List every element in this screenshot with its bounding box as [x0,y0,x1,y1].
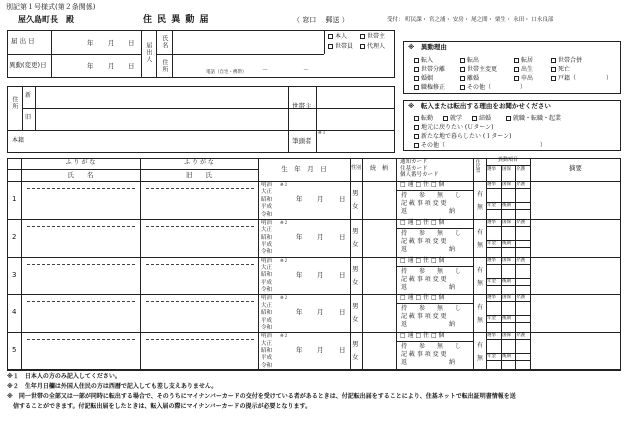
sub-election[interactable]: 選挙 [487,257,496,263]
move-study[interactable]: 就学 [443,116,462,123]
change-day: 日 [128,62,135,70]
birth-month: 月 [317,232,324,241]
sub-nhi-header: 国保 [502,167,511,172]
householder-label: 世帯主 [292,102,312,110]
sub-pension[interactable]: 年金 [487,203,496,208]
reason-correction[interactable]: 職権修正 [414,85,445,92]
sex-female[interactable]: 女 [352,239,359,248]
submission-method [293,16,349,24]
option-self[interactable]: 本人 [328,34,347,41]
sex-male[interactable]: 男 [352,302,359,311]
birth-day: 日 [339,270,346,279]
method-open: （ [293,16,300,24]
notifier-name-label: 氏名 [160,35,168,49]
note-1: ※１ 日本人の方のみ記入してください。 [7,373,121,380]
move-other[interactable]: その他（ [414,143,445,150]
form-title: 住 民 異 動 届 [143,15,210,25]
method-mail[interactable]: 郵送 [325,16,340,24]
sub-election[interactable]: 選挙 [487,333,496,339]
phone-sep-2: － [303,67,310,74]
birth-month: 月 [317,270,324,279]
cards-header: 通知カード 住基カード 個人番号カード [400,159,439,179]
old-furigana-header: ふ り が な [184,159,214,166]
method-window[interactable]: 窓口 [302,16,317,24]
note2-mark: ※２ [280,258,289,264]
resident-none[interactable]: 無 [477,279,484,287]
address-new-label: 新 [25,92,32,99]
office-3[interactable]: 尾之間 [471,17,488,23]
name-header: 氏 名 [67,171,94,179]
sex-female[interactable]: 女 [352,353,359,362]
era-list[interactable]: 明治 大正 昭和 平成 令和 [261,182,273,218]
date-year: 年 [87,39,94,47]
sub-election[interactable]: 選挙 [487,295,496,301]
sex-female[interactable]: 女 [352,202,359,210]
notifier-label: 届出人 [144,42,152,63]
card-options[interactable]: □ 通 □ 住 □ 個 [400,256,445,264]
sub-pension[interactable]: 年金 [487,316,496,322]
office-2[interactable]: 安房 [452,17,464,23]
row-number: 1 [12,195,17,203]
card-status-lines[interactable]: 持 参 無 し 記 載 事 項 変 更 返 納 [401,192,462,215]
phone-sep-1: － [262,67,269,74]
reason-family-register[interactable]: 戸籍（ [551,76,576,83]
birth-year: 年 [296,195,303,203]
sub-election-header: 選挙 [487,167,496,172]
sub-nhi[interactable]: 国保 [502,257,511,263]
head-label: 筆頭者 [292,137,312,145]
birth-year: 年 [296,308,303,317]
householder-checkbox[interactable] [360,34,365,39]
card-status-lines[interactable]: 持 参 無 し 記 載 事 項 変 更 返 納 [401,305,462,329]
self-checkbox[interactable] [328,34,333,39]
addressee: 屋久島町長 殿 [18,15,74,24]
office-5[interactable]: 永田 [513,17,525,23]
sex-header: 性別 [350,165,361,171]
option-member[interactable]: 世帯員 [328,44,353,51]
address-note1: ※１ [318,131,327,136]
card-status-lines[interactable]: 持 参 無 し 記 載 事 項 変 更 返 納 [401,267,462,291]
date-month: 月 [108,39,115,47]
resident-none[interactable]: 無 [477,317,484,325]
form-number: 別記第１号様式(第２条関係) [6,3,96,11]
resident-none[interactable]: 無 [477,355,484,363]
address-label: 住所 [10,96,18,110]
reception-label: 受付 [387,17,399,23]
change-month: 月 [108,62,115,70]
reason-moving-out[interactable]: 転出 [460,58,479,65]
member-checkbox[interactable] [328,44,333,49]
office-6[interactable]: 口永良部 [531,17,554,23]
change-year: 年 [87,62,94,70]
move-uturn[interactable]: 地元に戻りたい (Ｕターン) [414,125,493,132]
reason-other[interactable]: その他（ [460,85,491,92]
era-list[interactable]: 明治 大正 昭和 平成 令和 [261,257,273,294]
reason-moving-in[interactable]: 転入 [414,58,433,65]
card-options[interactable]: □ 通 □ 住 □ 個 [400,181,445,188]
sub-pension[interactable]: 年金 [487,354,496,360]
sub-care[interactable]: 介護 [516,295,525,301]
birth-year: 年 [296,232,303,241]
note-3: ※ 同一世帯の全部又は一部が同時に転出する場合で、そのうちにマイナンバーカードの交付を受けている者があるときは、付記転出届をすることにより、住基ネットで転出証明書情報を送 [7,393,516,400]
move-reason-title: ※ 転入または転出する理由をお聞かせください [408,102,551,110]
change-date-label: 異動(変更)日 [9,61,47,69]
sex-male[interactable]: 男 [352,340,359,349]
sex-male[interactable]: 男 [352,189,359,197]
resident-none[interactable]: 無 [477,241,484,249]
reason-divorce[interactable]: 離婚 [460,76,479,83]
relation-header: 続 柄 [369,165,388,172]
furigana-header: ふ り が な [65,159,96,166]
sex-male[interactable]: 男 [352,264,359,273]
domicile-label: 本籍 [12,137,25,144]
sub-pension[interactable]: 年金 [487,240,496,246]
sub-nhi[interactable]: 国保 [502,333,511,339]
sex-female[interactable]: 女 [352,277,359,286]
office-0[interactable]: 町民課 [405,17,422,23]
reason-birth[interactable]: 出生 [514,67,533,74]
sub-elderly[interactable]: 後期 [502,203,511,208]
sub-nhi[interactable]: 国保 [502,182,511,187]
era-list[interactable]: 明治 大正 昭和 平成 令和 [261,333,273,369]
note2-mark: ※２ [280,220,289,226]
reason-head-change[interactable]: 世帯主変更 [460,67,497,74]
row-number: 5 [12,346,17,355]
sub-election[interactable]: 選挙 [487,219,496,225]
resident-has[interactable]: 有 [477,266,484,274]
sub-care[interactable]: 介護 [516,219,525,225]
sub-elderly[interactable]: 後期 [502,316,511,322]
reason-relocation[interactable]: 転居 [514,58,533,65]
note-4: 信することができます。付記転出届をしたときは、転入届の際にマイナンバーカードの提示が必要となります。 [7,403,312,410]
sub-elderly[interactable]: 後期 [502,354,511,360]
sex-female[interactable]: 女 [352,315,359,324]
card-options[interactable]: □ 通 □ 住 □ 個 [400,218,445,226]
sub-pension[interactable]: 年金 [487,278,496,284]
date-day: 日 [128,39,135,47]
reception-offices: 受付： 町民課・ 宮之浦・ 安房・ 尾之間・ 栗生・ 永田・ 口永良部 [387,17,554,23]
card-options[interactable]: □ 通 □ 住 □ 個 [400,294,445,302]
era-list[interactable]: 明治 大正 昭和 平成 令和 [261,219,273,256]
reason-death[interactable]: 死亡 [551,67,570,74]
sub-care-header: 介護 [516,167,525,172]
row-number: 3 [12,270,17,279]
resident-card-header: 住民票 [475,159,481,173]
reasons-title: ※ 異動理由 [408,43,447,51]
agent-checkbox[interactable] [360,44,365,49]
row-number: 2 [12,232,17,241]
sub-nhi[interactable]: 国保 [502,295,511,301]
address-old-label: 旧 [25,114,32,121]
sub-nhi[interactable]: 国保 [502,219,511,225]
sex-male[interactable]: 男 [352,226,359,235]
birth-month: 月 [317,346,324,355]
birth-day: 日 [339,346,346,355]
resident-has[interactable]: 有 [477,342,484,350]
note2-mark: ※２ [280,183,289,188]
note-2: ※２ 生年月日欄は外国人住民の方は西暦で記入しても差し支えありません。 [7,383,218,390]
reason-request[interactable]: 申出 [514,76,533,83]
change-items-header: 異動項目 [497,157,518,163]
sub-elderly[interactable]: 後期 [502,278,511,284]
move-iturn[interactable]: 新たな地で暮らしたい (Ｉターン) [414,134,511,141]
birth-month: 月 [317,195,324,203]
birth-month: 月 [317,308,324,317]
row-number: 4 [12,308,17,317]
resident-none[interactable]: 無 [477,204,484,211]
sub-elderly[interactable]: 後期 [502,240,511,246]
reason-separation[interactable]: 世帯分離 [414,67,445,74]
office-1[interactable]: 宮之浦 [429,17,446,23]
option-agent[interactable]: 代理人 [360,44,385,51]
move-transfer[interactable]: 転勤 [414,116,433,123]
notification-date-label: 届 出 日 [11,37,35,45]
move-employment[interactable]: 就職・転職・起業 [506,116,561,123]
birth-year: 年 [296,346,303,355]
sub-election[interactable]: 選挙 [487,182,496,187]
resident-has[interactable]: 有 [477,304,484,312]
card-status-lines[interactable]: 持 参 無 し 記 載 事 項 変 更 返 納 [401,229,462,253]
reason-other-close: ） [520,84,527,91]
sub-care[interactable]: 介護 [516,182,525,187]
office-4[interactable]: 栗生 [494,17,506,23]
birth-year: 年 [296,270,303,279]
sub-care[interactable]: 介護 [516,333,525,339]
method-close: ） [341,16,349,24]
reason-marriage[interactable]: 婚姻 [414,76,433,83]
notifier-address-label: 住所 [160,59,168,73]
birth-day: 日 [339,195,346,203]
move-marriage[interactable]: 結婚 [472,116,491,123]
birth-header: 生 年 月 日 [281,165,327,173]
move-other-close: ） [540,142,547,149]
reason-family-close: ） [606,75,613,82]
birth-day: 日 [339,308,346,317]
resident-has[interactable]: 有 [477,191,484,198]
card-options[interactable]: □ 通 □ 住 □ 個 [400,332,445,340]
birth-day: 日 [339,232,346,241]
era-list[interactable]: 明治 大正 昭和 平成 令和 [261,295,273,332]
note2-mark: ※２ [280,296,289,302]
address-block [7,86,395,153]
reason-merge[interactable]: 世帯合併 [551,58,582,65]
card-status-lines[interactable]: 持 参 無 し 記 載 事 項 変 更 返 納 [401,343,462,367]
old-name-header: 旧 氏 [186,171,212,179]
option-householder[interactable]: 世帯主 [360,34,385,41]
phone-label: 電話（自宅・携帯） [206,70,247,75]
summary-header: 摘要 [569,164,582,172]
resident-has[interactable]: 有 [477,228,484,236]
note2-mark: ※２ [280,334,289,340]
sub-care[interactable]: 介護 [516,257,525,263]
